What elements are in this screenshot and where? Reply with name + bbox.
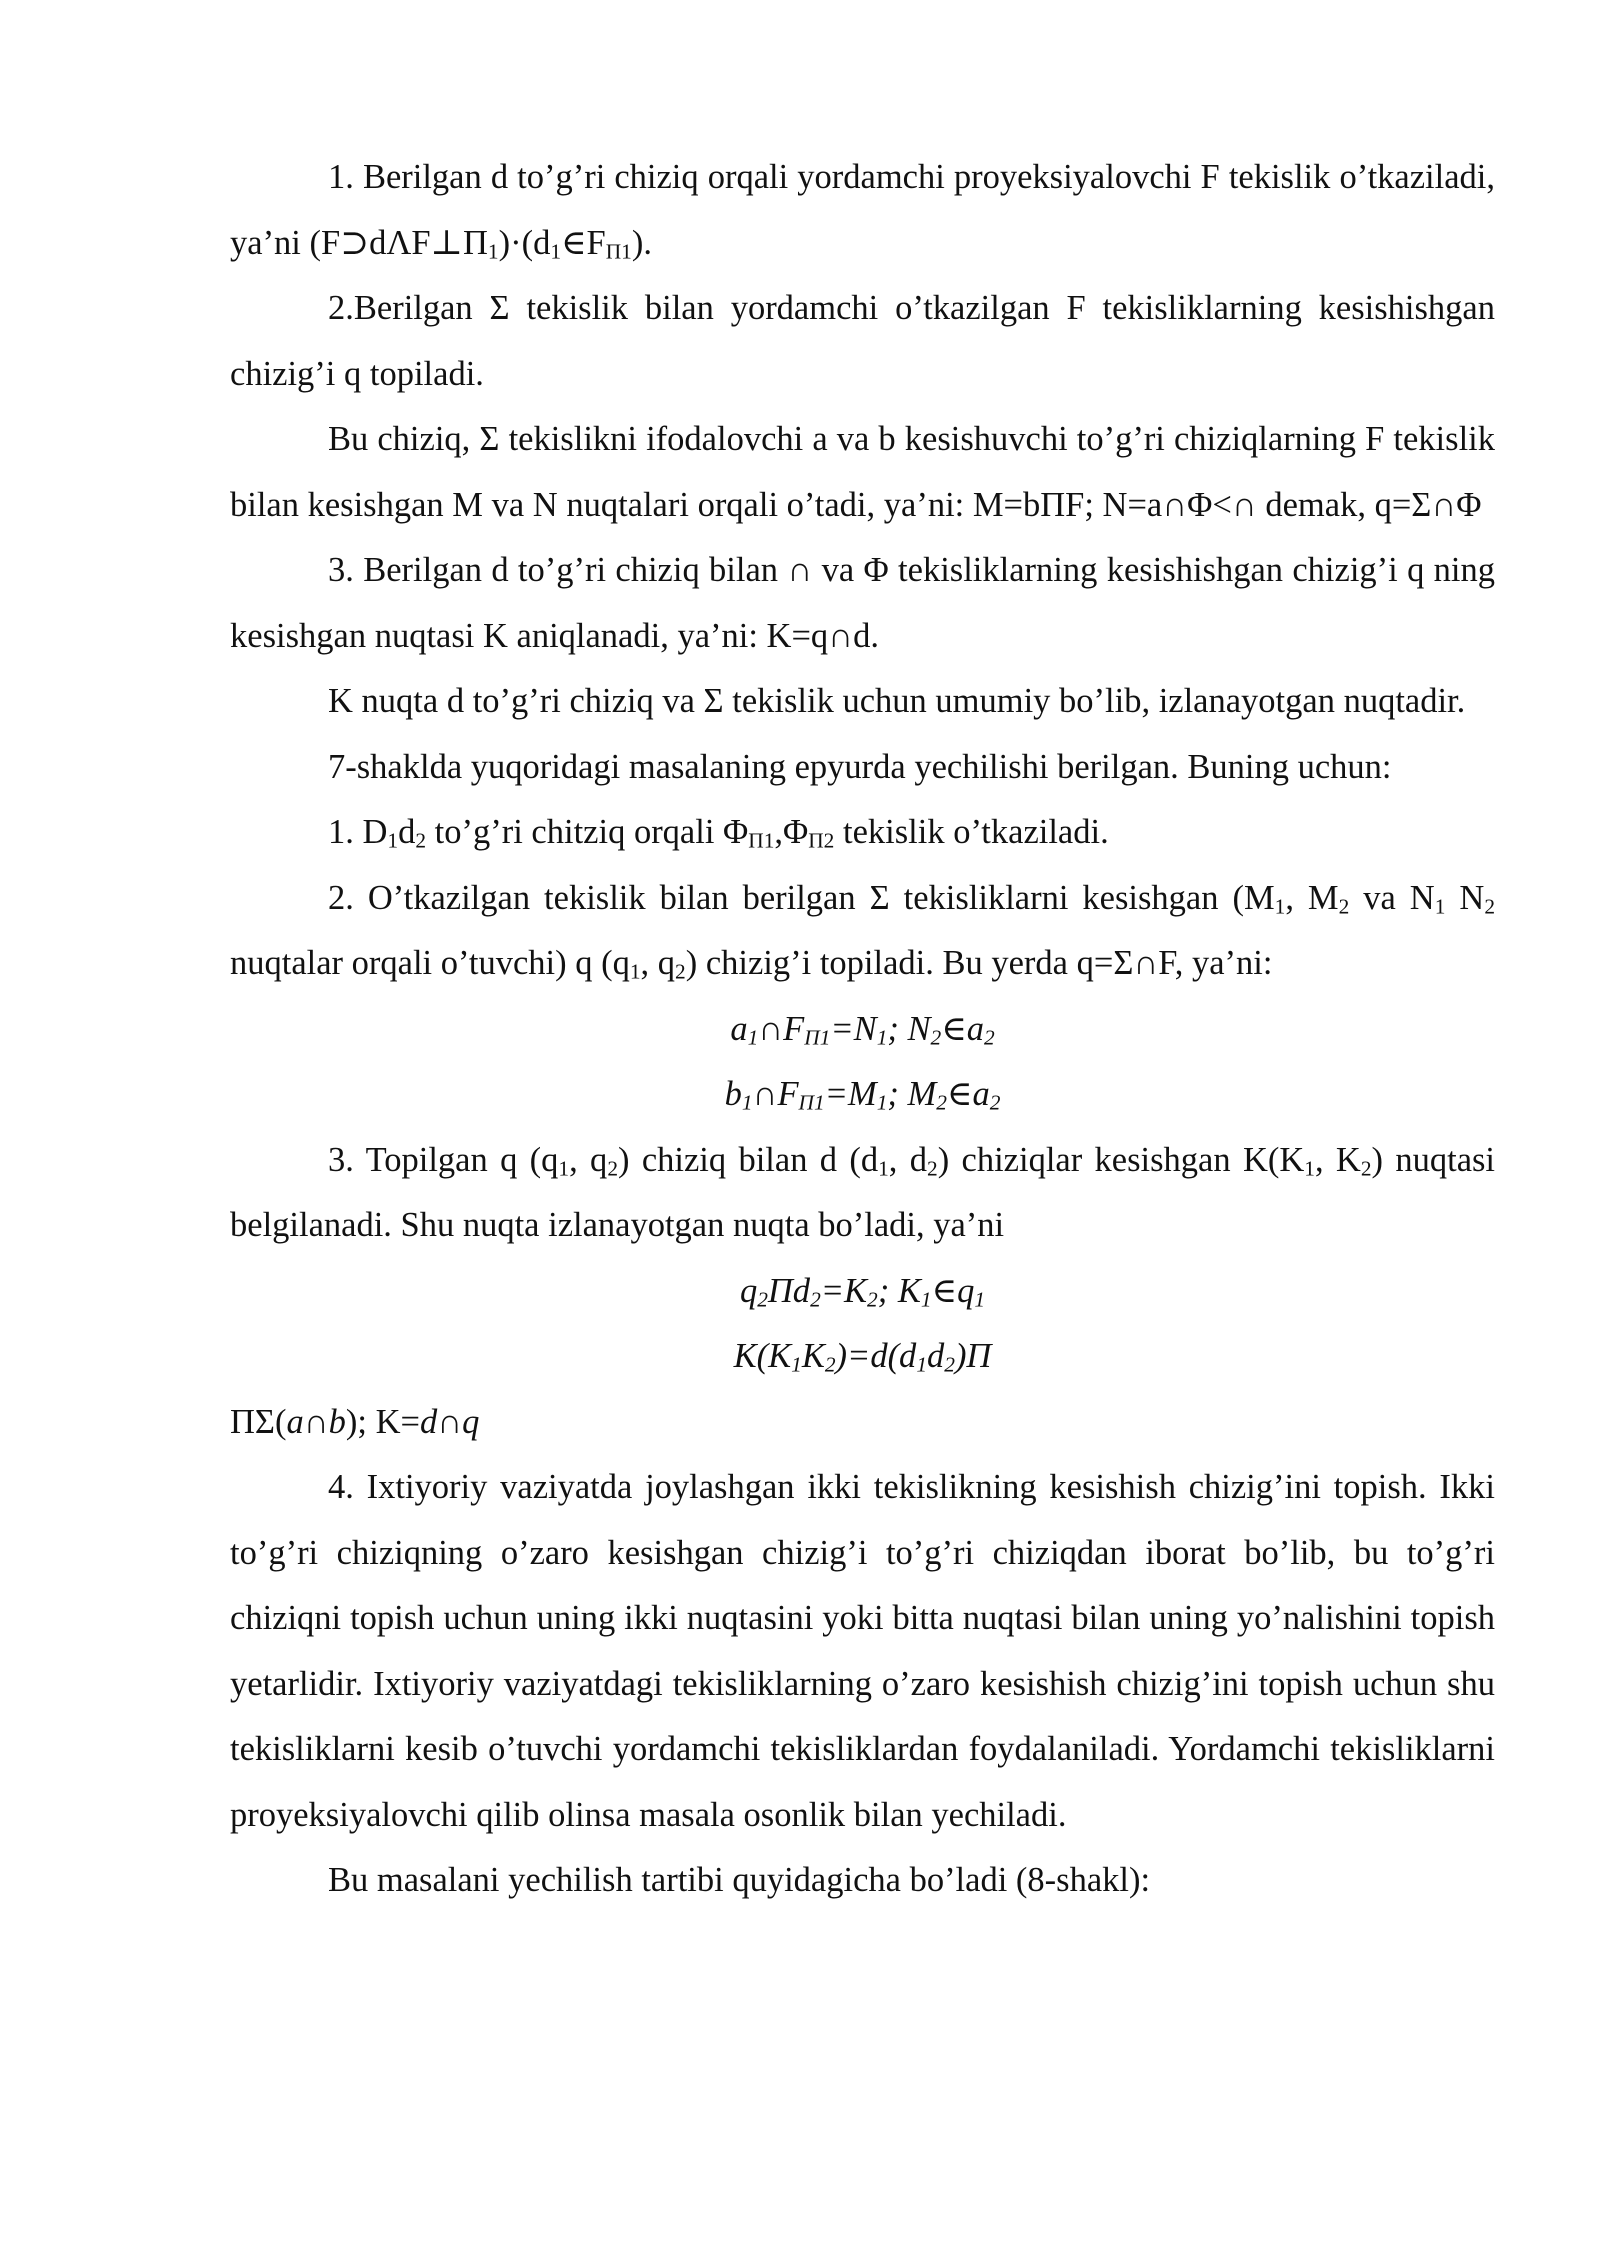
paragraph-epure-step-2: 2. O’tkazilgan tekislik bilan berilgan Σ tekisliklarni kesishgan ($M_1$, $M_2$ va $N_1$ $N_2$ nuqtalar orqali o’tuvchi) q ($q_1$, $q_2$) chizig’i topiladi. Bu yerda q=Σ∩F, ya’ni: <box>230 878 1495 984</box>
paragraph-step-3: 3. Berilgan d to’g’ri chiziq bilan ∩ va Φ tekisliklarning kesishishgan chizig’i q ning kesishgan nuqtasi K aniqlanadi, ya’ni: K=q∩d. <box>230 551 1495 655</box>
paragraph-step-1: 1. Berilgan d to’g’ri chiziq orqali yordamchi proyeksiyalovchi F tekislik o’tkaziladi, ya’ni $(F⊃d\Lambda F\perp\Pi_1)\cdot(d_1\in F_{\Pi 1})$. <box>230 158 1495 264</box>
paragraph-epure-step-1: 1. $D_1d_2$ to’g’ri chitziq orqali $\Phi_{\Pi 1},\Phi_{\Pi 2}$ tekislik o’tkaziladi. <box>328 813 1109 853</box>
paragraph-figure-8-intro: Bu masalani yechilish tartibi quyidagicha bo’ladi (8-shakl): <box>328 1861 1151 1899</box>
paragraph-section-4: 4. Ixtiyoriy vaziyatda joylashgan ikki tekislikning kesishish chizig’ini topish. Ikki to’g’ri chiziqning o’zaro kesishgan chizig’i to’g’ri chiziqdan iborat bo’lib, bu to’g’ri chiziqni topish uchun uning ikki nuqtasini yoki bitta nuqtasi bilan uning yo’nalishini topish yetarlidir. Ixtiyoriy vaziyatdagi tekisliklarning o’zaro kesishish chizig’ini topish uchun shu tekisliklarni kesib o’tuvchi yordamchi tekisliklardan foydalaniladi. Yordamchi tekisliklarni proyeksiyalovchi qilib olinsa masala osonlik bilan yechiladi. <box>230 1468 1495 1834</box>
formula-sigma-line: ΠΣ(a∩b); K=d∩q <box>230 1402 480 1441</box>
paragraph-figure-7-intro: 7-shaklda yuqoridagi masalaning epyurda yechilishi berilgan. Buning uchun: <box>328 747 1392 786</box>
formula-k-projections: $q_2\Pi d_2=K_2$; $K_1\in q_1$ <box>739 1271 986 1312</box>
paragraph-explanation: Bu chiziq, Σ tekislikni ifodalovchi a va b kesishuvchi to’g’ri chiziqlarning F tekislik bilan kesishgan M va N nuqtalari orqali o’tadi, ya’ni: M=bΠF; N=a∩Φ<∩ demak, q=Σ∩Φ <box>230 420 1495 524</box>
formula-m-points: $b_1\cap F_{\Pi 1}=M_1$; $M_2\in a_2$ <box>724 1075 1001 1115</box>
formula-n-points: $a_1\cap F_{\Pi 1}=N_1$; $N_2\in a_2$ <box>730 1009 995 1050</box>
paragraph-epure-step-3: 3. Topilgan q ($q_1$, $q_2$) chiziq bilan d ($d_1$, $d_2$) chiziqlar kesishgan $K(K_1$, $K_2$) nuqtasi belgilanadi. Shu nuqta izlanayotgan nuqta bo’ladi, ya’ni <box>230 1140 1496 1244</box>
paragraph-step-2: 2.Berilgan Σ tekislik bilan yordamchi o’tkazilgan F tekisliklarning kesishishgan chizig’i q topiladi. <box>230 289 1495 393</box>
document-page <box>230 145 1495 1914</box>
paragraph-point-k: K nuqta d to’g’ri chiziq va Σ tekislik uchun umumiy bo’lib, izlanayotgan nuqtadir. <box>328 682 1466 720</box>
formula-k-point: $K(K_1K_2)=d(d_1d_2)\Pi$ <box>733 1337 992 1377</box>
